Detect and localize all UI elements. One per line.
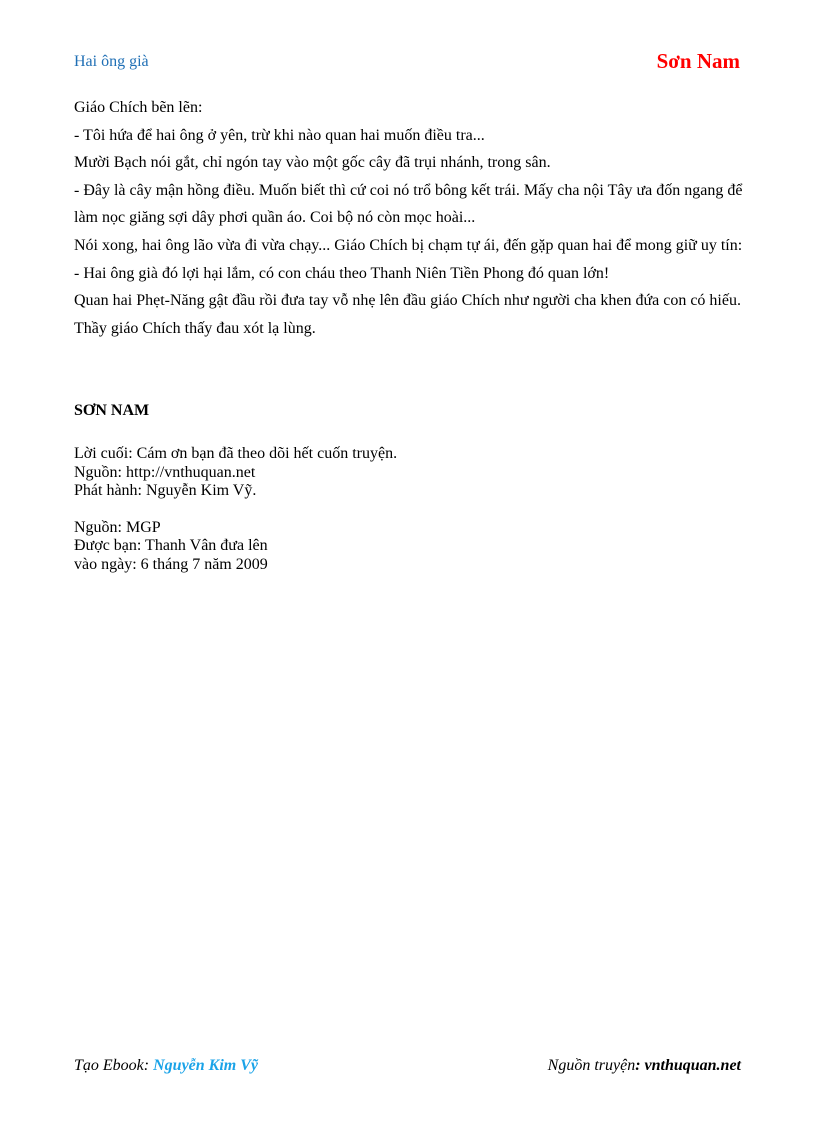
body-paragraph: - Tôi hứa để hai ông ở yên, trừ khi nào quan hai muốn điều tra... <box>74 126 485 144</box>
source-line-2: Nguồn: MGP <box>74 518 161 536</box>
upload-date-line: vào ngày: 6 tháng 7 năm 2009 <box>74 555 268 573</box>
footer-source-site: vnthuquan.net <box>644 1057 741 1074</box>
body-paragraph: Quan hai Phẹt-Năng gật đầu rồi đưa tay vỗ nhẹ lên đầu giáo Chích như người cha khen đứa con có hiếu. Thầy giáo Chích thấy đau xót lạ lùng. <box>74 292 741 337</box>
spacer <box>74 501 397 519</box>
header-author-name: Sơn Nam <box>656 49 740 73</box>
body-paragraph: - Đây là cây mận hồng điều. Muốn biết thì cứ coi nó trổ bông kết trái. Mấy cha nội Tây ưa đốn ngang để làm nọc giăng sợi dây phơi quần áo. Coi bộ nó còn mọc hoài... <box>74 181 743 227</box>
footer-separator: : <box>635 1057 645 1074</box>
author-signature: SƠN NAM <box>74 402 150 419</box>
uploaded-by-line: Được bạn: Thanh Vân đưa lên <box>74 537 268 554</box>
body-paragraph: Nói xong, hai ông lão vừa đi vừa chạy... Giáo Chích bị chạm tự ái, đến gặp quan hai để mong giữ uy tín: <box>74 236 743 254</box>
footer-source-credit <box>548 1056 741 1076</box>
footer-ebook-creator: Nguyễn Kim Vỹ <box>153 1057 258 1074</box>
body-paragraph: Giáo Chích bẽn lẽn: <box>74 99 203 116</box>
footer-source-label: Nguồn truyện <box>547 1057 636 1074</box>
footer-separator: : <box>143 1057 154 1074</box>
story-body <box>74 94 746 342</box>
closing-note: Lời cuối: Cám ơn bạn đã theo dõi hết cuốn truyện. <box>74 445 398 462</box>
body-paragraph: Mười Bạch nói gắt, chỉ ngón tay vào một gốc cây đã trụi nhánh, trong sân. <box>74 154 551 172</box>
publisher-line: Phát hành: Nguyễn Kim Vỹ. <box>74 482 257 499</box>
source-line: Nguồn: http://vnthuquan.net <box>74 463 256 481</box>
body-paragraph: - Hai ông già đó lợi hại lắm, có con cháu theo Thanh Niên Tiền Phong đó quan lớn! <box>74 264 610 282</box>
credits-block <box>74 445 397 574</box>
footer-ebook-credit <box>74 1056 258 1076</box>
header-book-title: Hai ông già <box>74 53 149 70</box>
footer-ebook-label: Tạo Ebook <box>74 1057 144 1074</box>
